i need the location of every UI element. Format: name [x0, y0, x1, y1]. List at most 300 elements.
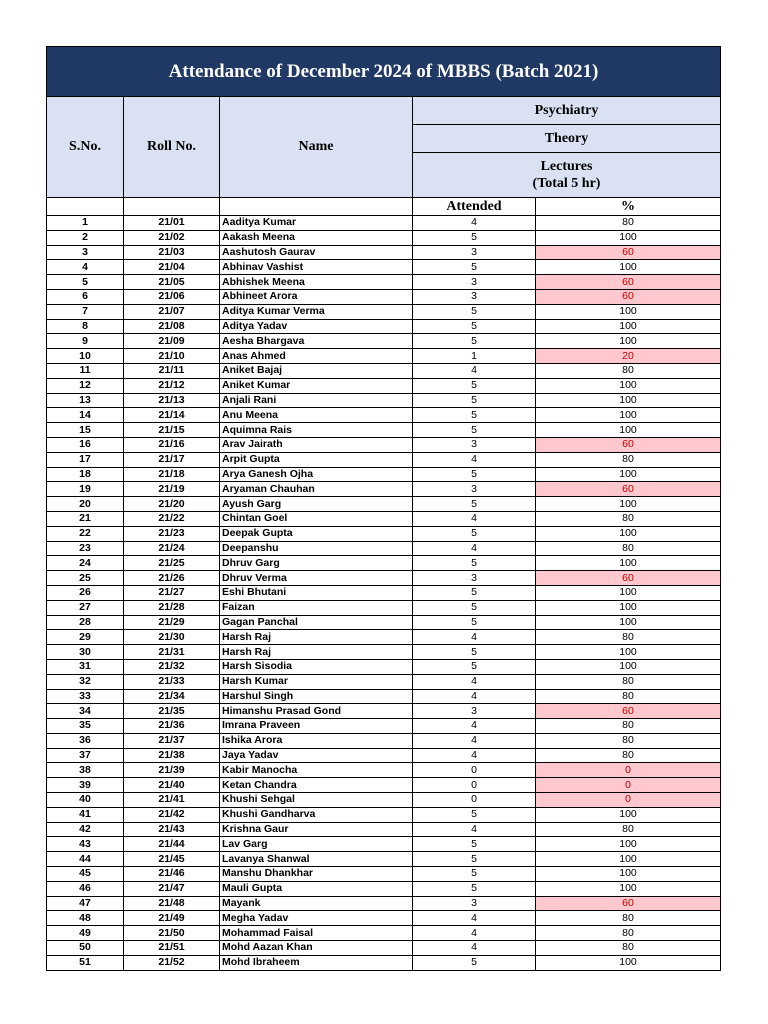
header-lectures-line1: Lectures: [540, 159, 593, 174]
row-percent: 0: [536, 763, 721, 778]
row-percent: 100: [536, 955, 721, 970]
row-roll-no: 21/03: [124, 245, 220, 260]
row-attended: 5: [413, 881, 536, 896]
row-name: Mauli Gupta: [220, 881, 413, 896]
row-sno: 18: [47, 467, 124, 482]
row-sno: 19: [47, 482, 124, 497]
row-percent: 80: [536, 748, 721, 763]
table-row: [47, 896, 721, 911]
row-name: Harsh Kumar: [220, 674, 413, 689]
row-attended: 5: [413, 393, 536, 408]
row-roll-no: 21/16: [124, 437, 220, 452]
row-attended: 5: [413, 319, 536, 334]
row-name: Ishika Arora: [220, 733, 413, 748]
row-attended: 5: [413, 304, 536, 319]
table-row: [47, 526, 721, 541]
row-sno: 5: [47, 275, 124, 290]
table-row: [47, 289, 721, 304]
row-roll-no: 21/40: [124, 778, 220, 793]
row-percent: 100: [536, 585, 721, 600]
row-sno: 29: [47, 630, 124, 645]
row-percent: 60: [536, 704, 721, 719]
row-roll-no: 21/12: [124, 378, 220, 393]
row-roll-no: 21/26: [124, 571, 220, 586]
row-name: Harsh Raj: [220, 630, 413, 645]
row-percent: 20: [536, 349, 721, 364]
row-attended: 4: [413, 822, 536, 837]
row-roll-no: 21/25: [124, 556, 220, 571]
row-percent: 100: [536, 467, 721, 482]
row-sno: 37: [47, 748, 124, 763]
row-percent: 60: [536, 482, 721, 497]
table-row: [47, 763, 721, 778]
row-attended: 4: [413, 689, 536, 704]
row-sno: 16: [47, 437, 124, 452]
row-sno: 50: [47, 941, 124, 956]
row-attended: 4: [413, 733, 536, 748]
row-sno: 46: [47, 881, 124, 896]
row-sno: 41: [47, 807, 124, 822]
row-roll-no: 21/37: [124, 733, 220, 748]
row-attended: 5: [413, 230, 536, 245]
row-sno: 39: [47, 778, 124, 793]
table-row: [47, 452, 721, 467]
row-attended: 4: [413, 363, 536, 378]
row-attended: 5: [413, 260, 536, 275]
row-percent: 100: [536, 304, 721, 319]
row-name: Abhineet Arora: [220, 289, 413, 304]
row-sno: 51: [47, 955, 124, 970]
table-row: [47, 941, 721, 956]
row-percent: 80: [536, 363, 721, 378]
header-blank-roll: [124, 198, 220, 216]
table-row: [47, 645, 721, 660]
row-attended: 5: [413, 645, 536, 660]
header-type: Theory: [413, 125, 721, 153]
row-roll-no: 21/18: [124, 467, 220, 482]
row-name: Arav Jairath: [220, 437, 413, 452]
row-name: Megha Yadav: [220, 911, 413, 926]
header-attended: Attended: [413, 198, 536, 216]
row-roll-no: 21/15: [124, 423, 220, 438]
row-percent: 100: [536, 837, 721, 852]
row-sno: 22: [47, 526, 124, 541]
row-name: Lavanya Shanwal: [220, 852, 413, 867]
row-attended: 0: [413, 778, 536, 793]
row-roll-no: 21/34: [124, 689, 220, 704]
row-roll-no: 21/46: [124, 867, 220, 882]
table-row: [47, 349, 721, 364]
row-roll-no: 21/08: [124, 319, 220, 334]
row-sno: 35: [47, 719, 124, 734]
table-row: [47, 704, 721, 719]
row-roll-no: 21/38: [124, 748, 220, 763]
row-sno: 31: [47, 659, 124, 674]
row-percent: 60: [536, 245, 721, 260]
row-sno: 32: [47, 674, 124, 689]
row-attended: 5: [413, 585, 536, 600]
row-percent: 100: [536, 423, 721, 438]
row-roll-no: 21/36: [124, 719, 220, 734]
row-percent: 80: [536, 911, 721, 926]
table-row: [47, 363, 721, 378]
row-percent: 60: [536, 289, 721, 304]
row-percent: 80: [536, 822, 721, 837]
row-attended: 5: [413, 659, 536, 674]
row-attended: 3: [413, 245, 536, 260]
table-row: [47, 423, 721, 438]
row-attended: 3: [413, 482, 536, 497]
table-row: [47, 585, 721, 600]
row-name: Manshu Dhankhar: [220, 867, 413, 882]
row-name: Aniket Bajaj: [220, 363, 413, 378]
row-name: Aaditya Kumar: [220, 216, 413, 231]
row-sno: 8: [47, 319, 124, 334]
row-sno: 40: [47, 793, 124, 808]
row-attended: 5: [413, 867, 536, 882]
row-name: Aniket Kumar: [220, 378, 413, 393]
row-attended: 5: [413, 615, 536, 630]
row-roll-no: 21/05: [124, 275, 220, 290]
row-attended: 4: [413, 452, 536, 467]
row-sno: 45: [47, 867, 124, 882]
row-attended: 4: [413, 941, 536, 956]
row-name: Mohd Ibraheem: [220, 955, 413, 970]
header-percent: %: [536, 198, 721, 216]
row-sno: 24: [47, 556, 124, 571]
row-attended: 5: [413, 600, 536, 615]
row-name: Mohammad Faisal: [220, 926, 413, 941]
row-attended: 5: [413, 955, 536, 970]
row-name: Khushi Gandharva: [220, 807, 413, 822]
row-sno: 47: [47, 896, 124, 911]
row-attended: 4: [413, 511, 536, 526]
row-roll-no: 21/42: [124, 807, 220, 822]
row-name: Aesha Bhargava: [220, 334, 413, 349]
sheet-title: Attendance of December 2024 of MBBS (Batch 2021): [47, 47, 721, 97]
row-name: Eshi Bhutani: [220, 585, 413, 600]
table-row: [47, 600, 721, 615]
row-roll-no: 21/01: [124, 216, 220, 231]
table-row: [47, 955, 721, 970]
row-percent: 80: [536, 926, 721, 941]
row-name: Dhruv Verma: [220, 571, 413, 586]
table-row: [47, 733, 721, 748]
row-sno: 13: [47, 393, 124, 408]
table-row: [47, 556, 721, 571]
row-roll-no: 21/47: [124, 881, 220, 896]
row-name: Dhruv Garg: [220, 556, 413, 571]
row-sno: 44: [47, 852, 124, 867]
row-sno: 30: [47, 645, 124, 660]
row-attended: 5: [413, 807, 536, 822]
row-percent: 80: [536, 511, 721, 526]
attendance-rows: [47, 216, 721, 971]
row-name: Aditya Yadav: [220, 319, 413, 334]
row-sno: 12: [47, 378, 124, 393]
row-attended: 5: [413, 334, 536, 349]
row-sno: 6: [47, 289, 124, 304]
row-percent: 100: [536, 881, 721, 896]
row-sno: 9: [47, 334, 124, 349]
row-percent: 100: [536, 378, 721, 393]
row-name: Aakash Meena: [220, 230, 413, 245]
row-sno: 36: [47, 733, 124, 748]
table-row: [47, 482, 721, 497]
row-percent: 60: [536, 437, 721, 452]
row-sno: 38: [47, 763, 124, 778]
attendance-table: [46, 46, 721, 971]
row-attended: 5: [413, 837, 536, 852]
table-row: [47, 822, 721, 837]
table-row: [47, 674, 721, 689]
header-blank-sno: [47, 198, 124, 216]
row-sno: 2: [47, 230, 124, 245]
row-percent: 100: [536, 807, 721, 822]
row-sno: 20: [47, 497, 124, 512]
table-row: [47, 911, 721, 926]
row-attended: 5: [413, 852, 536, 867]
row-name: Lav Garg: [220, 837, 413, 852]
row-percent: 100: [536, 408, 721, 423]
row-name: Faizan: [220, 600, 413, 615]
header-roll: Roll No.: [124, 97, 220, 198]
row-name: Arpit Gupta: [220, 452, 413, 467]
row-sno: 43: [47, 837, 124, 852]
row-attended: 1: [413, 349, 536, 364]
row-percent: 100: [536, 393, 721, 408]
table-row: [47, 881, 721, 896]
row-name: Jaya Yadav: [220, 748, 413, 763]
row-name: Harsh Raj: [220, 645, 413, 660]
header-lectures-line2: (Total 5 hr): [532, 176, 601, 191]
table-row: [47, 437, 721, 452]
header-name: Name: [220, 97, 413, 198]
row-attended: 5: [413, 467, 536, 482]
row-roll-no: 21/02: [124, 230, 220, 245]
row-name: Anas Ahmed: [220, 349, 413, 364]
table-row: [47, 689, 721, 704]
table-row: [47, 260, 721, 275]
row-percent: 60: [536, 571, 721, 586]
header-subject: Psychiatry: [413, 97, 721, 125]
row-roll-no: 21/43: [124, 822, 220, 837]
row-percent: 100: [536, 600, 721, 615]
row-roll-no: 21/28: [124, 600, 220, 615]
row-percent: 100: [536, 852, 721, 867]
row-attended: 3: [413, 437, 536, 452]
attendance-sheet: [46, 46, 720, 971]
row-sno: 26: [47, 585, 124, 600]
row-attended: 3: [413, 275, 536, 290]
row-name: Anjali Rani: [220, 393, 413, 408]
table-row: [47, 719, 721, 734]
row-sno: 10: [47, 349, 124, 364]
row-percent: 80: [536, 719, 721, 734]
row-roll-no: 21/45: [124, 852, 220, 867]
row-percent: 100: [536, 867, 721, 882]
row-percent: 80: [536, 689, 721, 704]
row-roll-no: 21/48: [124, 896, 220, 911]
row-percent: 80: [536, 630, 721, 645]
row-name: Mohd Aazan Khan: [220, 941, 413, 956]
row-sno: 27: [47, 600, 124, 615]
table-row: [47, 497, 721, 512]
row-attended: 4: [413, 674, 536, 689]
row-percent: 60: [536, 275, 721, 290]
table-row: [47, 393, 721, 408]
row-name: Harsh Sisodia: [220, 659, 413, 674]
table-row: [47, 467, 721, 482]
row-name: Abhishek Meena: [220, 275, 413, 290]
row-percent: 60: [536, 896, 721, 911]
row-name: Harshul Singh: [220, 689, 413, 704]
table-row: [47, 304, 721, 319]
row-sno: 25: [47, 571, 124, 586]
row-percent: 100: [536, 334, 721, 349]
row-roll-no: 21/49: [124, 911, 220, 926]
row-sno: 23: [47, 541, 124, 556]
row-roll-no: 21/27: [124, 585, 220, 600]
table-row: [47, 659, 721, 674]
row-sno: 3: [47, 245, 124, 260]
row-attended: 4: [413, 748, 536, 763]
row-name: Deepanshu: [220, 541, 413, 556]
row-name: Aquimna Rais: [220, 423, 413, 438]
row-attended: 3: [413, 289, 536, 304]
row-attended: 5: [413, 497, 536, 512]
table-row: [47, 334, 721, 349]
row-name: Anu Meena: [220, 408, 413, 423]
row-percent: 0: [536, 778, 721, 793]
table-row: [47, 216, 721, 231]
table-row: [47, 571, 721, 586]
row-sno: 34: [47, 704, 124, 719]
row-roll-no: 21/09: [124, 334, 220, 349]
table-row: [47, 837, 721, 852]
header-blank-name: [220, 198, 413, 216]
row-sno: 48: [47, 911, 124, 926]
header-lectures: [413, 153, 721, 198]
row-roll-no: 21/35: [124, 704, 220, 719]
table-row: [47, 245, 721, 260]
row-name: Ayush Garg: [220, 497, 413, 512]
row-attended: 0: [413, 763, 536, 778]
row-percent: 80: [536, 674, 721, 689]
row-name: Aashutosh Gaurav: [220, 245, 413, 260]
row-roll-no: 21/30: [124, 630, 220, 645]
row-name: Aditya Kumar Verma: [220, 304, 413, 319]
row-name: Arya Ganesh Ojha: [220, 467, 413, 482]
table-row: [47, 748, 721, 763]
table-row: [47, 541, 721, 556]
table-row: [47, 807, 721, 822]
row-percent: 100: [536, 556, 721, 571]
table-row: [47, 778, 721, 793]
row-sno: 15: [47, 423, 124, 438]
row-name: Imrana Praveen: [220, 719, 413, 734]
row-percent: 100: [536, 659, 721, 674]
row-roll-no: 21/51: [124, 941, 220, 956]
row-attended: 5: [413, 408, 536, 423]
table-row: [47, 926, 721, 941]
row-roll-no: 21/29: [124, 615, 220, 630]
row-name: Ketan Chandra: [220, 778, 413, 793]
row-attended: 4: [413, 911, 536, 926]
row-sno: 33: [47, 689, 124, 704]
row-name: Abhinav Vashist: [220, 260, 413, 275]
row-roll-no: 21/41: [124, 793, 220, 808]
row-attended: 5: [413, 378, 536, 393]
row-sno: 1: [47, 216, 124, 231]
row-sno: 17: [47, 452, 124, 467]
row-name: Gagan Panchal: [220, 615, 413, 630]
row-roll-no: 21/24: [124, 541, 220, 556]
row-name: Mayank: [220, 896, 413, 911]
row-attended: 5: [413, 526, 536, 541]
row-roll-no: 21/52: [124, 955, 220, 970]
header-sno: S.No.: [47, 97, 124, 198]
row-percent: 80: [536, 941, 721, 956]
row-sno: 49: [47, 926, 124, 941]
row-roll-no: 21/10: [124, 349, 220, 364]
row-sno: 14: [47, 408, 124, 423]
table-row: [47, 793, 721, 808]
row-roll-no: 21/23: [124, 526, 220, 541]
row-attended: 4: [413, 630, 536, 645]
row-roll-no: 21/22: [124, 511, 220, 526]
row-sno: 42: [47, 822, 124, 837]
table-row: [47, 630, 721, 645]
row-sno: 21: [47, 511, 124, 526]
row-attended: 5: [413, 423, 536, 438]
row-attended: 4: [413, 541, 536, 556]
row-percent: 100: [536, 319, 721, 334]
row-attended: 0: [413, 793, 536, 808]
row-roll-no: 21/32: [124, 659, 220, 674]
table-row: [47, 230, 721, 245]
row-name: Aryaman Chauhan: [220, 482, 413, 497]
table-row: [47, 408, 721, 423]
row-name: Krishna Gaur: [220, 822, 413, 837]
row-percent: 80: [536, 733, 721, 748]
row-percent: 100: [536, 615, 721, 630]
row-sno: 4: [47, 260, 124, 275]
row-roll-no: 21/31: [124, 645, 220, 660]
row-sno: 28: [47, 615, 124, 630]
row-roll-no: 21/50: [124, 926, 220, 941]
row-attended: 4: [413, 719, 536, 734]
row-percent: 100: [536, 497, 721, 512]
row-roll-no: 21/13: [124, 393, 220, 408]
row-roll-no: 21/33: [124, 674, 220, 689]
table-row: [47, 615, 721, 630]
row-attended: 3: [413, 896, 536, 911]
row-attended: 5: [413, 556, 536, 571]
row-roll-no: 21/19: [124, 482, 220, 497]
row-percent: 100: [536, 526, 721, 541]
row-attended: 3: [413, 704, 536, 719]
table-row: [47, 867, 721, 882]
row-roll-no: 21/06: [124, 289, 220, 304]
table-row: [47, 378, 721, 393]
row-roll-no: 21/07: [124, 304, 220, 319]
row-name: Kabir Manocha: [220, 763, 413, 778]
row-attended: 4: [413, 216, 536, 231]
row-name: Himanshu Prasad Gond: [220, 704, 413, 719]
row-percent: 0: [536, 793, 721, 808]
row-roll-no: 21/04: [124, 260, 220, 275]
